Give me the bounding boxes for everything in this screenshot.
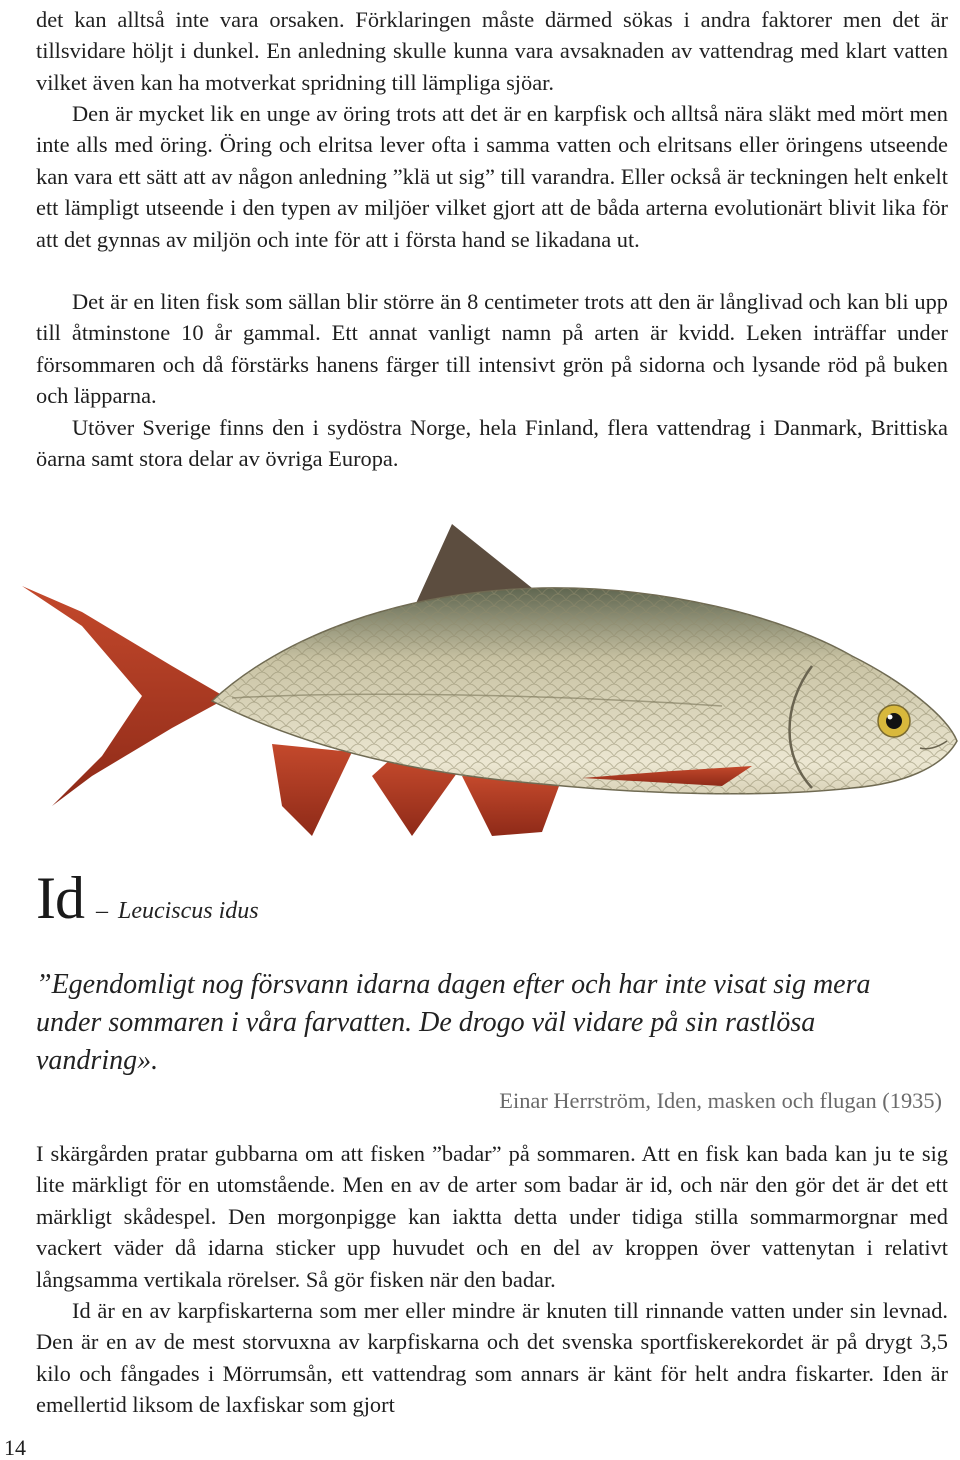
distribution-paragraph: Utöver Sverige finns den i sydöstra Norge, hela Finland, flera vattendrag i Danmark, Brittiska öarna samt stora delar av övriga Europa. xyxy=(36,415,948,472)
species-latin-name: Leuciscus idus xyxy=(117,898,259,924)
pull-quote: ”Egendomligt nog försvann idarna dagen efter och har inte visat sig mera under sommaren i våra farvatten. De drogo väl vidare på sin rastlösa vandring». xyxy=(36,969,871,1076)
description-paragraph: Den är mycket lik en unge av öring trots att det är en karpfisk och alltså nära släkt med mört men inte alls med öring. Öring och elritsa lever ofta i samma vatten och elritsans eller öringens utseende kan vara ett sätt att av någon anledning ”klä ut sig” till varandra. Eller också är teckningen helt enkelt ett lämpligt utseende i den typen av miljöer vilket gjort att de båda arterna evolutionärt blivit lika för att det gynnas av miljön och inte för att i första hand se likadana ut. xyxy=(36,101,948,252)
habitat-paragraph: Id är en av karpfiskarterna som mer eller mindre är knuten till rinnande vatten under sin levnad. Den är en av de mest storvuxna av karpfiskarna och det svenska sportfiskerekordet är på drygt 3,5 kilo och fångades i Mörrumsån, ett vattendrag som annars är känt för helt andra fiskarter. Iden är emellertid liksom de laxfiskar som gjort xyxy=(36,1298,948,1418)
size-paragraph: Det är en liten fisk som sällan blir större än 8 centimeter trots att den är långlivad och kan bli upp till åtminstone 10 år gammal. Ett annat vanligt namn på arten är kvidd. Leken inträffar under försommaren och då förstärks hanens färger till intensivt grön på sidorna och lysande röd på buken och läpparna. xyxy=(36,289,948,409)
species-dash: – xyxy=(95,898,108,924)
anal-fin xyxy=(272,744,352,836)
species-heading xyxy=(36,865,259,931)
page-number: 14 xyxy=(4,1435,26,1460)
quote-attribution: Einar Herrström, Iden, masken och flugan (1935) xyxy=(499,1088,942,1113)
continuation-paragraph: det kan alltså inte vara orsaken. Förklaringen måste därmed sökas i andra faktorer men det är tillsvidare höljt i dunkel. En anledning skulle kunna vara avsaknaden av vattendrag med klart vatten vilket även kan ha motverkat spridning till lämpliga sjöar. xyxy=(36,7,948,95)
ide-fish-illustration-icon xyxy=(22,516,958,862)
tail-fin xyxy=(22,586,227,806)
bathing-paragraph: I skärgården pratar gubbarna om att fisken ”badar” på sommaren. Att en fisk kan bada kan ju te sig lite märkligt för en utomstående. Men en av de arter som badar är id, och när den gör det är det ett märkligt skådespel. Den morgonpigge kan iaktta detta under tidiga stilla sommarmorgnar med vackert väder då idarna sticker upp huvudet och en del av kroppen över vattenytan i relativt långsamma vertikala rörelser. Så gör fisken när den badar. xyxy=(36,1141,948,1292)
species-common-name: Id xyxy=(36,865,84,931)
